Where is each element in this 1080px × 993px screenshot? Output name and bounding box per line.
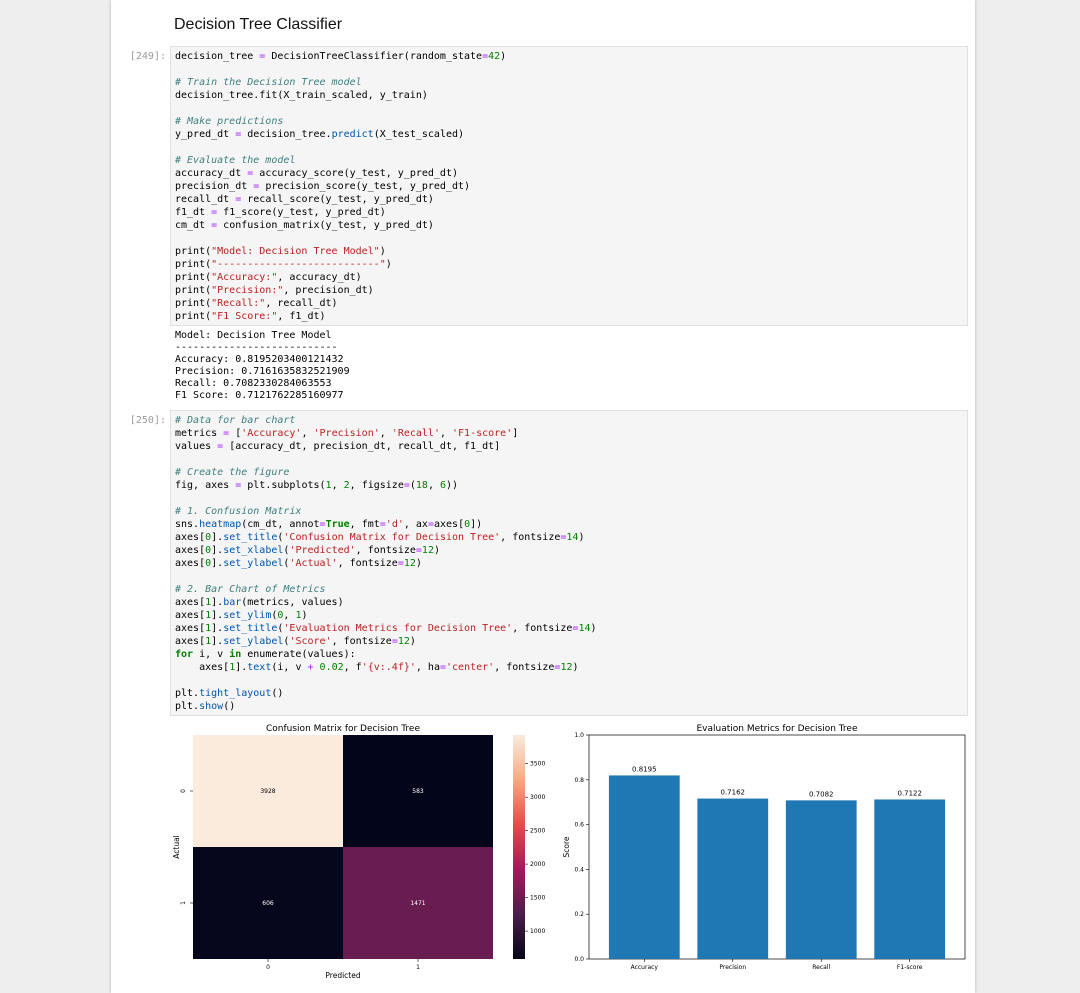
heatmap-cell-label: 3928 xyxy=(260,788,276,795)
y-tick-label: 0.2 xyxy=(574,911,584,919)
code-cell[interactable] xyxy=(170,46,968,326)
bar xyxy=(786,800,857,959)
bar-value-label: 0.7162 xyxy=(720,788,746,797)
heatmap-cell-label: 583 xyxy=(412,788,424,795)
colorbar xyxy=(513,735,525,959)
x-tick-label: 0 xyxy=(266,964,270,971)
colorbar-tick-label: 3500 xyxy=(530,760,546,768)
colorbar-tick-label: 2000 xyxy=(530,861,546,869)
code-cell[interactable] xyxy=(170,410,968,716)
bar-value-label: 0.7122 xyxy=(897,789,922,798)
bar xyxy=(874,799,945,959)
figure xyxy=(165,718,975,988)
x-tick-label: 1 xyxy=(416,964,420,971)
bar xyxy=(609,775,680,959)
section-heading: Decision Tree Classifier xyxy=(174,16,343,33)
x-tick-label: Precision xyxy=(719,964,747,971)
colorbar-tick-label: 1500 xyxy=(530,894,546,902)
output-line: Accuracy: 0.8195203400121432 xyxy=(175,354,344,365)
y-tick-label: 0 xyxy=(180,789,187,793)
bar-value-label: 0.7082 xyxy=(808,790,834,799)
heatmap-cell-label: 606 xyxy=(262,900,274,907)
bar-value-label: 0.8195 xyxy=(632,765,657,774)
cell-prompt: [250]: xyxy=(129,415,166,426)
colorbar-tick-label: 1000 xyxy=(530,928,546,936)
bar xyxy=(697,799,768,959)
y-tick-label: 1.0 xyxy=(574,732,584,739)
colorbar-tick-label: 3000 xyxy=(530,794,546,802)
x-tick-label: F1-score xyxy=(896,964,923,971)
y-axis-label: Score xyxy=(562,836,571,858)
output-line: Model: Decision Tree Model xyxy=(175,330,332,341)
output-line: Recall: 0.7082330284063553 xyxy=(175,378,332,389)
output-line: Precision: 0.7161635832521909 xyxy=(175,366,350,377)
heatmap-cell-label: 1471 xyxy=(410,900,426,907)
confusion-matrix-chart xyxy=(172,724,545,980)
code-editor[interactable]: # Data for bar chart metrics = ['Accuracy', 'Precision', 'Recall', 'F1-score'] values = [accuracy_dt, precision_dt, recall_dt, f1_dt] # Create the figure fig, axes = plt.subplots(1, 2, figsize=(18, 6)) # 1. Confusion Matrix sns.heatmap(cm_dt, annot=True, fmt='d', ax=axes[0]) axes[0].set_title('Confusion Matrix for Decision Tree', fontsize=14) axes[0].set_xlabel('Predicted', fontsize=12) axes[0].set_ylabel('Actual', fontsize=12) # 2. Bar Chart of Metrics axes[1].bar(metrics, values) axes[1].set_ylim(0, 1) axes[1].set_title('Evaluation Metrics for Decision Tree', fontsize=14) axes[1].set_ylabel('Score', fontsize=12) for i, v in enumerate(values): axes[1].text(i, v + 0.02, f'{v:.4f}', ha='center', fontsize=12) plt.tight_layout() plt.show() xyxy=(175,415,597,712)
heatmap-title: Confusion Matrix for Decision Tree xyxy=(266,724,420,734)
output-line: --------------------------- xyxy=(175,342,338,353)
y-axis-label: Actual xyxy=(172,835,181,859)
x-tick-label: Accuracy xyxy=(630,964,658,971)
y-tick-label: 1 xyxy=(180,901,187,905)
colorbar-tick-label: 2500 xyxy=(530,827,546,835)
bar-chart-title: Evaluation Metrics for Decision Tree xyxy=(696,724,858,734)
output-line: F1 Score: 0.7121762285160977 xyxy=(175,390,344,401)
plot-output xyxy=(165,718,975,988)
cell-prompt: [249]: xyxy=(129,51,166,62)
metrics-bar-chart xyxy=(562,724,965,971)
y-tick-label: 0.6 xyxy=(574,821,584,829)
x-axis-label: Predicted xyxy=(325,971,361,980)
code-editor[interactable]: decision_tree = DecisionTreeClassifier(random_state=42) # Train the Decision Tree model decision_tree.fit(X_train_scaled, y_train) # Make predictions y_pred_dt = decision_tree.predict(X_test_scaled) # Evaluate the model accuracy_dt = accuracy_score(y_test, y_pred_dt) precision_dt = precision_score(y_test, y_pred_dt) recall_dt = recall_score(y_test, y_pred_dt) f1_dt = f1_score(y_test, y_pred_dt) cm_dt = confusion_matrix(y_test, y_pred_dt) print("Model: Decision Tree Model") print("---------------------------") print("Accuracy:", accuracy_dt) print("Precision:", precision_dt) print("Recall:", recall_dt) print("F1 Score:", f1_dt) xyxy=(175,51,507,322)
y-tick-label: 0.8 xyxy=(574,776,584,784)
y-tick-label: 0.4 xyxy=(574,866,584,874)
x-tick-label: Recall xyxy=(812,964,831,971)
cell-output xyxy=(175,330,350,402)
y-tick-label: 0.0 xyxy=(574,956,584,963)
